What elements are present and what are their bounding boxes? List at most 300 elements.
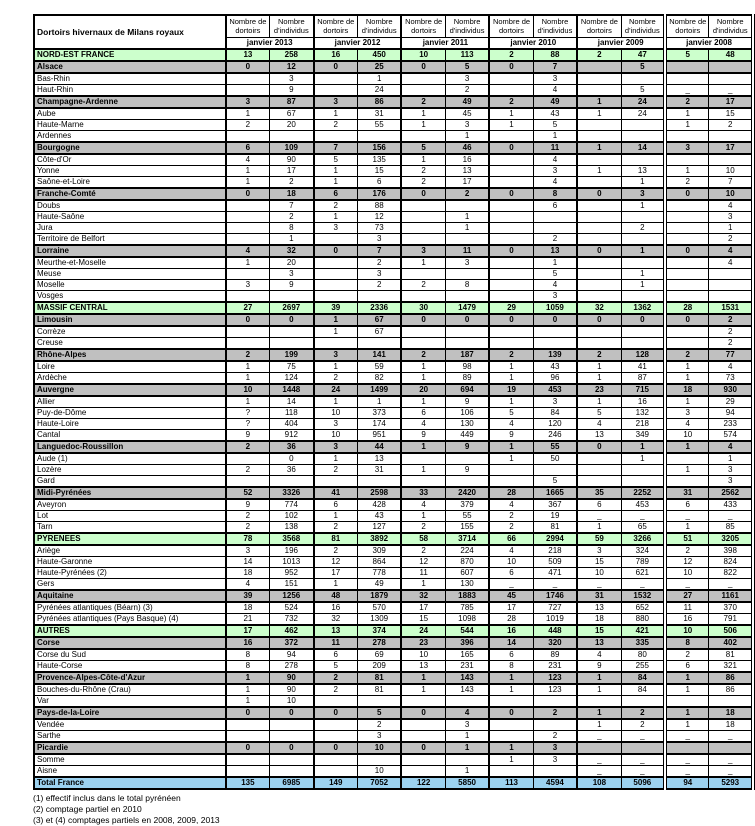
cell-dortoirs bbox=[489, 279, 533, 290]
cell-dortoirs: 2 bbox=[665, 349, 709, 361]
cell-dortoirs: 11 bbox=[401, 567, 445, 578]
cell-dortoirs: 0 bbox=[489, 314, 533, 326]
table-row bbox=[34, 279, 753, 290]
cell-dortoirs: 0 bbox=[489, 61, 533, 73]
cell-individus: 0 bbox=[445, 314, 489, 326]
cell-individus: 2 bbox=[533, 233, 577, 245]
cell-individus: 462 bbox=[270, 625, 314, 637]
cell-dortoirs: 13 bbox=[577, 637, 621, 649]
cell-individus: 130 bbox=[445, 578, 489, 590]
cell-individus: 6985 bbox=[270, 777, 314, 789]
cell-individus: 2 bbox=[621, 222, 665, 233]
cell-individus: 48 bbox=[709, 49, 753, 61]
cell-dortoirs bbox=[401, 719, 445, 731]
cell-dortoirs: 31 bbox=[577, 590, 621, 602]
cell-dortoirs: 3 bbox=[314, 349, 358, 361]
cell-individus: 5096 bbox=[621, 777, 665, 789]
cell-individus: 1 bbox=[621, 453, 665, 465]
cell-dortoirs: 2 bbox=[226, 119, 270, 130]
cell-individus: 11 bbox=[533, 142, 577, 154]
cell-dortoirs: 1 bbox=[226, 257, 270, 269]
cell-individus: 46 bbox=[445, 142, 489, 154]
row-label: Haute-Loire bbox=[34, 418, 226, 429]
cell-dortoirs: 1 bbox=[577, 707, 621, 719]
cell-dortoirs bbox=[577, 453, 621, 465]
cell-individus: 81 bbox=[709, 649, 753, 661]
cell-dortoirs: 5 bbox=[665, 49, 709, 61]
cell-individus: 209 bbox=[357, 660, 401, 672]
cell-dortoirs: 94 bbox=[665, 777, 709, 789]
cell-individus: 449 bbox=[445, 429, 489, 441]
cell-dortoirs: 1 bbox=[665, 165, 709, 176]
row-label: Languedoc-Roussillon bbox=[34, 441, 226, 453]
cell-individus: 1 bbox=[357, 73, 401, 85]
row-label: Haut-Rhin bbox=[34, 84, 226, 96]
cell-individus: 1098 bbox=[445, 613, 489, 625]
cell-individus: 822 bbox=[709, 567, 753, 578]
cell-dortoirs: 1 bbox=[577, 719, 621, 731]
cell-dortoirs: 4 bbox=[577, 649, 621, 661]
cell-dortoirs bbox=[577, 73, 621, 85]
cell-dortoirs: 1 bbox=[226, 361, 270, 373]
table-row bbox=[34, 396, 753, 408]
table-row bbox=[34, 578, 753, 590]
cell-individus: 3 bbox=[533, 165, 577, 176]
cell-individus bbox=[270, 765, 314, 777]
cell-individus: 732 bbox=[270, 613, 314, 625]
cell-individus: 374 bbox=[357, 625, 401, 637]
table-row bbox=[34, 464, 753, 475]
cell-dortoirs bbox=[577, 257, 621, 269]
row-label: Rhône-Alpes bbox=[34, 349, 226, 361]
cell-dortoirs bbox=[665, 130, 709, 142]
table-row bbox=[34, 165, 753, 176]
cell-dortoirs: 1 bbox=[665, 672, 709, 684]
col-header-individus: Nombre d'individus bbox=[709, 15, 753, 37]
year-header: janvier 2013 bbox=[226, 37, 314, 49]
cell-dortoirs: 1 bbox=[665, 707, 709, 719]
cell-individus: 69 bbox=[357, 649, 401, 661]
section-row bbox=[34, 777, 753, 789]
cell-individus: 143 bbox=[445, 684, 489, 696]
cell-dortoirs: 2 bbox=[314, 119, 358, 130]
table-row bbox=[34, 418, 753, 429]
cell-individus: 11 bbox=[445, 245, 489, 257]
table-row bbox=[34, 222, 753, 233]
cell-individus: 4 bbox=[445, 707, 489, 719]
cell-dortoirs: 1 bbox=[489, 684, 533, 696]
cell-dortoirs: 6 bbox=[665, 499, 709, 511]
cell-individus bbox=[533, 326, 577, 338]
cell-dortoirs: 122 bbox=[401, 777, 445, 789]
cell-individus: _ bbox=[709, 578, 753, 590]
cell-individus: 19 bbox=[533, 510, 577, 521]
table-row bbox=[34, 730, 753, 742]
cell-individus: 9 bbox=[270, 84, 314, 96]
cell-individus: 7 bbox=[533, 61, 577, 73]
cell-dortoirs: 1 bbox=[314, 510, 358, 521]
cell-individus bbox=[357, 475, 401, 487]
cell-dortoirs: 28 bbox=[489, 613, 533, 625]
table-row bbox=[34, 602, 753, 614]
cell-individus: 65 bbox=[621, 521, 665, 533]
cell-dortoirs: 1 bbox=[489, 441, 533, 453]
cell-individus: 55 bbox=[533, 441, 577, 453]
cell-individus: 2 bbox=[621, 707, 665, 719]
row-label: Corse du Sud bbox=[34, 649, 226, 661]
cell-dortoirs: 16 bbox=[489, 625, 533, 637]
cell-dortoirs: 6 bbox=[401, 407, 445, 418]
cell-individus: 2336 bbox=[357, 302, 401, 314]
cell-dortoirs: 4 bbox=[665, 418, 709, 429]
cell-individus: 4 bbox=[533, 154, 577, 166]
cell-dortoirs: 2 bbox=[226, 349, 270, 361]
cell-individus: 2 bbox=[621, 719, 665, 731]
cell-individus: 10 bbox=[357, 765, 401, 777]
cell-dortoirs: 3 bbox=[401, 245, 445, 257]
cell-dortoirs: 2 bbox=[226, 464, 270, 475]
cell-individus: 335 bbox=[621, 637, 665, 649]
cell-individus: 45 bbox=[445, 108, 489, 120]
cell-dortoirs bbox=[665, 200, 709, 212]
row-label: Yonne bbox=[34, 165, 226, 176]
cell-dortoirs bbox=[401, 337, 445, 349]
cell-individus: 3 bbox=[357, 268, 401, 279]
table-row bbox=[34, 211, 753, 222]
col-header-dortoirs: Nombre de dortoirs bbox=[577, 15, 621, 37]
cell-dortoirs: 3 bbox=[577, 545, 621, 557]
cell-dortoirs: 4 bbox=[489, 499, 533, 511]
cell-dortoirs: 1 bbox=[665, 719, 709, 731]
cell-dortoirs bbox=[226, 326, 270, 338]
section-row bbox=[34, 487, 753, 499]
cell-dortoirs: 10 bbox=[401, 649, 445, 661]
cell-dortoirs: 1 bbox=[577, 372, 621, 384]
cell-dortoirs: 1 bbox=[401, 372, 445, 384]
cell-individus: 2 bbox=[709, 337, 753, 349]
cell-dortoirs: 11 bbox=[314, 637, 358, 649]
cell-dortoirs bbox=[577, 176, 621, 188]
cell-dortoirs: 2 bbox=[401, 176, 445, 188]
cell-dortoirs: 59 bbox=[577, 533, 621, 545]
cell-individus: 4 bbox=[709, 257, 753, 269]
footnote: (1) effectif inclus dans le total pyrénéen bbox=[33, 792, 181, 803]
cell-individus: 321 bbox=[709, 660, 753, 672]
cell-individus: 2 bbox=[445, 84, 489, 96]
cell-dortoirs: 10 bbox=[665, 567, 709, 578]
cell-dortoirs bbox=[226, 84, 270, 96]
cell-dortoirs: 2 bbox=[401, 521, 445, 533]
cell-dortoirs: 12 bbox=[665, 556, 709, 567]
cell-dortoirs: 1 bbox=[401, 119, 445, 130]
cell-dortoirs: 3 bbox=[226, 279, 270, 290]
cell-individus: _ bbox=[709, 730, 753, 742]
cell-dortoirs: 17 bbox=[314, 567, 358, 578]
row-label: Bourgogne bbox=[34, 142, 226, 154]
cell-individus: 106 bbox=[445, 407, 489, 418]
cell-individus: 1879 bbox=[357, 590, 401, 602]
cell-dortoirs: 10 bbox=[314, 429, 358, 441]
cell-individus: 778 bbox=[357, 567, 401, 578]
cell-individus: 2 bbox=[709, 233, 753, 245]
cell-individus: 67 bbox=[357, 326, 401, 338]
cell-dortoirs bbox=[314, 84, 358, 96]
cell-dortoirs bbox=[401, 222, 445, 233]
cell-individus bbox=[445, 695, 489, 707]
cell-dortoirs bbox=[314, 765, 358, 777]
cell-dortoirs bbox=[577, 200, 621, 212]
cell-dortoirs: 2 bbox=[401, 279, 445, 290]
cell-dortoirs: ? bbox=[226, 418, 270, 429]
row-label: Franche-Comté bbox=[34, 188, 226, 200]
cell-dortoirs: 1 bbox=[665, 684, 709, 696]
cell-individus: 196 bbox=[270, 545, 314, 557]
cell-individus: 1 bbox=[445, 765, 489, 777]
section-row bbox=[34, 349, 753, 361]
cell-dortoirs bbox=[489, 464, 533, 475]
cell-individus bbox=[270, 754, 314, 766]
cell-individus: 1499 bbox=[357, 384, 401, 396]
cell-dortoirs: 1 bbox=[314, 361, 358, 373]
cell-dortoirs: _ bbox=[665, 84, 709, 96]
cell-individus: 3 bbox=[709, 211, 753, 222]
cell-dortoirs: 0 bbox=[665, 245, 709, 257]
cell-dortoirs bbox=[314, 268, 358, 279]
cell-dortoirs: 2 bbox=[665, 545, 709, 557]
section-row bbox=[34, 302, 753, 314]
cell-dortoirs: 1 bbox=[401, 464, 445, 475]
row-label: Lozère bbox=[34, 464, 226, 475]
cell-individus bbox=[621, 464, 665, 475]
cell-individus: 7 bbox=[709, 176, 753, 188]
cell-dortoirs: 2 bbox=[577, 349, 621, 361]
cell-dortoirs: 1 bbox=[226, 672, 270, 684]
cell-individus: 4 bbox=[709, 245, 753, 257]
section-row bbox=[34, 742, 753, 754]
row-label: Haute-Corse bbox=[34, 660, 226, 672]
cell-individus: 123 bbox=[533, 684, 577, 696]
cell-individus: 17 bbox=[709, 96, 753, 108]
cell-dortoirs: 113 bbox=[489, 777, 533, 789]
cell-individus: 224 bbox=[445, 545, 489, 557]
cell-individus: 453 bbox=[533, 384, 577, 396]
year-header: janvier 2008 bbox=[665, 37, 753, 49]
cell-dortoirs: 15 bbox=[577, 625, 621, 637]
cell-individus: 130 bbox=[445, 418, 489, 429]
row-label: Pays-de-la-Loire bbox=[34, 707, 226, 719]
section-row bbox=[34, 590, 753, 602]
cell-individus: 2 bbox=[270, 211, 314, 222]
cell-dortoirs bbox=[226, 73, 270, 85]
row-label: Corrèze bbox=[34, 326, 226, 338]
cell-dortoirs: 30 bbox=[401, 302, 445, 314]
cell-dortoirs bbox=[489, 765, 533, 777]
cell-individus: 118 bbox=[270, 407, 314, 418]
cell-individus: 10 bbox=[709, 188, 753, 200]
cell-individus: 3 bbox=[357, 730, 401, 742]
cell-individus bbox=[533, 211, 577, 222]
cell-individus: 128 bbox=[621, 349, 665, 361]
cell-individus: 3 bbox=[533, 742, 577, 754]
row-label: Saône-et-Loire bbox=[34, 176, 226, 188]
row-label: Picardie bbox=[34, 742, 226, 754]
table-row bbox=[34, 268, 753, 279]
cell-individus: 3 bbox=[621, 188, 665, 200]
table-row bbox=[34, 337, 753, 349]
col-header-dortoirs: Nombre de dortoirs bbox=[401, 15, 445, 37]
cell-dortoirs bbox=[489, 200, 533, 212]
cell-dortoirs: 135 bbox=[226, 777, 270, 789]
cell-individus: 652 bbox=[621, 602, 665, 614]
cell-dortoirs: 0 bbox=[665, 188, 709, 200]
cell-individus bbox=[357, 130, 401, 142]
cell-individus: 89 bbox=[533, 649, 577, 661]
table-header bbox=[34, 15, 753, 49]
cell-dortoirs: 0 bbox=[401, 188, 445, 200]
cell-dortoirs: 2 bbox=[226, 510, 270, 521]
row-label: Aude (1) bbox=[34, 453, 226, 465]
cell-dortoirs: 1 bbox=[226, 108, 270, 120]
cell-individus: 2697 bbox=[270, 302, 314, 314]
cell-individus: 86 bbox=[357, 96, 401, 108]
cell-dortoirs: 1 bbox=[314, 314, 358, 326]
cell-individus: 4 bbox=[709, 361, 753, 373]
cell-dortoirs bbox=[314, 257, 358, 269]
cell-dortoirs: 2 bbox=[489, 510, 533, 521]
table-row bbox=[34, 429, 753, 441]
cell-individus: 18 bbox=[709, 707, 753, 719]
cell-individus: 9 bbox=[445, 396, 489, 408]
cell-individus: 1746 bbox=[533, 590, 577, 602]
cell-dortoirs: 0 bbox=[226, 742, 270, 754]
cell-dortoirs bbox=[401, 695, 445, 707]
cell-dortoirs bbox=[577, 233, 621, 245]
cell-dortoirs: 1 bbox=[665, 119, 709, 130]
cell-dortoirs: _ bbox=[489, 578, 533, 590]
cell-individus: 15 bbox=[709, 108, 753, 120]
cell-individus bbox=[533, 765, 577, 777]
cell-dortoirs: 2 bbox=[577, 49, 621, 61]
cell-individus: 143 bbox=[445, 672, 489, 684]
cell-dortoirs: 0 bbox=[577, 441, 621, 453]
cell-dortoirs: 0 bbox=[401, 707, 445, 719]
cell-dortoirs: 6 bbox=[489, 649, 533, 661]
cell-dortoirs bbox=[577, 290, 621, 302]
cell-individus: _ bbox=[709, 84, 753, 96]
cell-dortoirs: 0 bbox=[489, 707, 533, 719]
cell-individus bbox=[709, 290, 753, 302]
cell-dortoirs bbox=[665, 211, 709, 222]
cell-dortoirs: 14 bbox=[226, 556, 270, 567]
cell-dortoirs bbox=[665, 337, 709, 349]
cell-individus: 36 bbox=[270, 441, 314, 453]
cell-individus: 373 bbox=[357, 407, 401, 418]
cell-individus: 1019 bbox=[533, 613, 577, 625]
cell-dortoirs: 10 bbox=[489, 556, 533, 567]
cell-dortoirs: _ bbox=[577, 510, 621, 521]
cell-individus: 98 bbox=[445, 361, 489, 373]
table-row bbox=[34, 176, 753, 188]
cell-individus: 544 bbox=[445, 625, 489, 637]
cell-individus: 87 bbox=[621, 372, 665, 384]
cell-individus: 43 bbox=[533, 361, 577, 373]
cell-dortoirs: 29 bbox=[489, 302, 533, 314]
cell-dortoirs: 0 bbox=[489, 142, 533, 154]
row-label: Champagne-Ardenne bbox=[34, 96, 226, 108]
section-row bbox=[34, 672, 753, 684]
cell-individus: 5 bbox=[357, 707, 401, 719]
cell-dortoirs: 0 bbox=[226, 314, 270, 326]
cell-individus bbox=[445, 268, 489, 279]
cell-individus: 102 bbox=[270, 510, 314, 521]
cell-individus: 1362 bbox=[621, 302, 665, 314]
cell-individus: 824 bbox=[709, 556, 753, 567]
row-label: Bouches-du-Rhône (Crau) bbox=[34, 684, 226, 696]
cell-individus: 88 bbox=[357, 200, 401, 212]
table-row bbox=[34, 754, 753, 766]
cell-individus: 864 bbox=[357, 556, 401, 567]
cell-individus bbox=[621, 326, 665, 338]
cell-individus: 278 bbox=[270, 660, 314, 672]
row-label: Midi-Pyrénées bbox=[34, 487, 226, 499]
table-row bbox=[34, 73, 753, 85]
cell-dortoirs: 0 bbox=[665, 314, 709, 326]
cell-individus: 94 bbox=[270, 649, 314, 661]
row-label: Lorraine bbox=[34, 245, 226, 257]
row-label: Somme bbox=[34, 754, 226, 766]
col-header-individus: Nombre d'individus bbox=[445, 15, 489, 37]
cell-dortoirs: 10 bbox=[577, 567, 621, 578]
cell-individus: 1309 bbox=[357, 613, 401, 625]
cell-dortoirs bbox=[314, 233, 358, 245]
cell-individus: 44 bbox=[357, 441, 401, 453]
cell-individus: 13 bbox=[533, 245, 577, 257]
cell-individus: 5 bbox=[533, 268, 577, 279]
cell-dortoirs bbox=[489, 211, 533, 222]
row-label: Aveyron bbox=[34, 499, 226, 511]
cell-individus: 43 bbox=[533, 108, 577, 120]
cell-individus: 20 bbox=[270, 257, 314, 269]
footnote: (3) et (4) comptages partiels en 2008, 2009, 2013 bbox=[33, 814, 220, 825]
cell-individus: 3 bbox=[357, 233, 401, 245]
cell-individus: 10 bbox=[357, 742, 401, 754]
cell-dortoirs: 7 bbox=[314, 142, 358, 154]
cell-individus: 13 bbox=[621, 165, 665, 176]
cell-dortoirs: 9 bbox=[226, 429, 270, 441]
cell-individus: 14 bbox=[270, 396, 314, 408]
cell-dortoirs: 1 bbox=[401, 257, 445, 269]
cell-dortoirs: 32 bbox=[577, 302, 621, 314]
cell-dortoirs: 1 bbox=[401, 684, 445, 696]
cell-dortoirs: 1 bbox=[665, 521, 709, 533]
cell-dortoirs: 1 bbox=[489, 108, 533, 120]
row-label: Haute-Pyrénées (2) bbox=[34, 567, 226, 578]
section-row bbox=[34, 441, 753, 453]
cell-dortoirs: 13 bbox=[226, 49, 270, 61]
cell-dortoirs: 2 bbox=[226, 521, 270, 533]
table-row bbox=[34, 407, 753, 418]
cell-dortoirs: 52 bbox=[226, 487, 270, 499]
cell-individus: 1 bbox=[621, 176, 665, 188]
cell-dortoirs: 1 bbox=[577, 108, 621, 120]
cell-individus: 25 bbox=[357, 61, 401, 73]
cell-dortoirs: 1 bbox=[489, 361, 533, 373]
cell-individus: 1 bbox=[621, 245, 665, 257]
cell-dortoirs: 1 bbox=[401, 154, 445, 166]
cell-dortoirs: 20 bbox=[401, 384, 445, 396]
cell-individus: 4 bbox=[709, 200, 753, 212]
cell-dortoirs: 17 bbox=[489, 602, 533, 614]
